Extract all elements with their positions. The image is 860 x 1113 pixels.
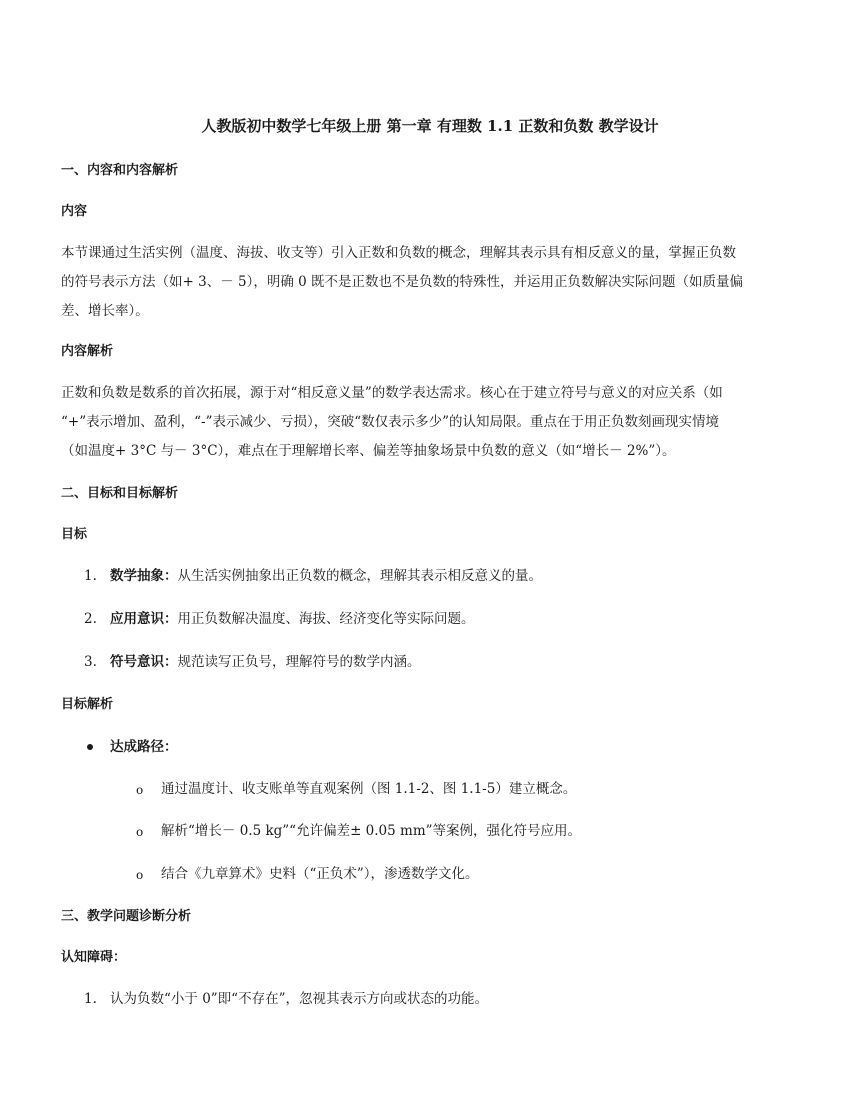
paragraph-line: 差、增长率）。 — [61, 303, 149, 319]
paragraph-line: （如温度+ 3°C 与－ 3°C），难点在于理解增长率、偏差等抽象场景中负数的意义（如“增长－ 2%”）。 — [61, 443, 676, 459]
goal-item — [110, 652, 421, 672]
document-title: 人教版初中数学七年级上册 第一章 有理数 1.1 正数和负数 教学设计 — [201, 117, 659, 135]
section-heading-diagnosis: 三、教学问题诊断分析 — [61, 909, 192, 924]
obstacle-number: 1. — [84, 991, 97, 1007]
goal-label: 数学抽象： — [110, 568, 178, 584]
circle-bullet-icon: o — [136, 868, 144, 882]
content-paragraph — [61, 239, 801, 326]
bullet-icon — [87, 744, 93, 750]
subheading-goal-analysis: 目标解析 — [61, 697, 114, 712]
sub-list-item: 结合《九章算术》史料（“正负术”），渗透数学文化。 — [161, 866, 479, 882]
goal-number: 3. — [84, 654, 97, 670]
bullet-label: 达成路径： — [110, 739, 178, 755]
goal-text: 规范读写正负号，理解符号的数学内涵。 — [177, 654, 421, 670]
sub-list-item: 通过温度计、收支账单等直观案例（图 1.1-2、图 1.1-5）建立概念。 — [161, 781, 577, 797]
goal-number: 1. — [84, 568, 97, 584]
goal-number: 2. — [84, 611, 97, 627]
analysis-paragraph — [61, 379, 801, 466]
goal-label: 应用意识： — [110, 611, 178, 627]
paragraph-line: 的符号表示方法（如+ 3、－ 5），明确 0 既不是正数也不是负数的特殊性，并运用正负数解决实际问题（如质量偏 — [61, 274, 743, 290]
goal-item — [110, 566, 542, 586]
section-heading-goals: 二、目标和目标解析 — [61, 486, 179, 501]
section-heading-content: 一、内容和内容解析 — [61, 163, 179, 178]
paragraph-line: 正数和负数是数系的首次拓展，源于对“相反意义量”的数学表达需求。核心在于建立符号与意义的对应关系（如 — [61, 385, 723, 401]
subheading-obstacles: 认知障碍： — [61, 950, 127, 965]
obstacle-item: 认为负数“小于 0”即“不存在”，忽视其表示方向或状态的功能。 — [110, 991, 488, 1007]
circle-bullet-icon: o — [136, 783, 144, 797]
goal-text: 从生活实例抽象出正负数的概念，理解其表示相反意义的量。 — [177, 568, 542, 584]
goal-label: 符号意识： — [110, 654, 178, 670]
subheading-content: 内容 — [61, 204, 88, 219]
circle-bullet-icon: o — [136, 825, 144, 839]
bullet-item — [110, 737, 178, 757]
subheading-goals: 目标 — [61, 527, 88, 542]
paragraph-line: 本节课通过生活实例（温度、海拔、收支等）引入正数和负数的概念，理解其表示具有相反意义的量，掌握正负数 — [61, 245, 736, 261]
subheading-content-analysis: 内容解析 — [61, 344, 114, 359]
paragraph-line: “+”表示增加、盈利，“-”表示减少、亏损），突破“数仅表示多少”的认知局限。重点在于用正负数刻画现实情境 — [61, 414, 720, 430]
goal-item — [110, 609, 475, 629]
goal-text: 用正负数解决温度、海拔、经济变化等实际问题。 — [177, 611, 475, 627]
sub-list-item: 解析“增长－ 0.5 kg”“允许偏差± 0.05 mm”等案例，强化符号应用。 — [161, 823, 582, 839]
